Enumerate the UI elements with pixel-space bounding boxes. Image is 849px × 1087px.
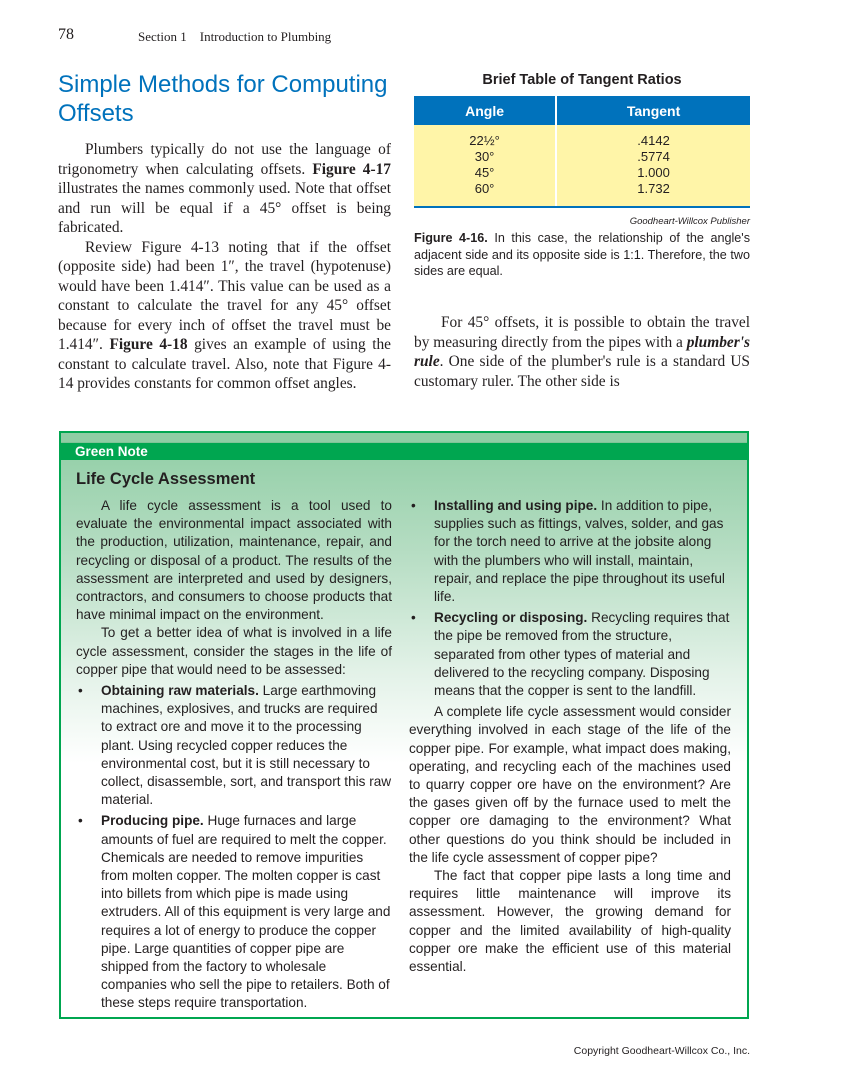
running-head: Section 1 Introduction to Plumbing	[138, 29, 332, 44]
list-item	[409, 497, 731, 606]
tangent-value: 1.732	[637, 181, 670, 196]
note-right-column	[409, 497, 731, 976]
body-paragraph-2	[58, 238, 391, 394]
list-item-term: Installing and using pipe.	[434, 498, 598, 513]
figure-reference: Figure 4-17	[312, 160, 392, 178]
caption-text: In this case, the relationship of the angle's adjacent side and its opposite side is 1:1. Therefore, the two sides are equal.	[414, 231, 750, 278]
body-text: . One side of the plumber's rule is a standard US customary ruler. The other side is	[414, 353, 750, 390]
list-item-text: Huge furnaces and large amounts of fuel are required to melt the copper. Chemicals are needed to remove impurities from molten copper. The molten copper is cast into billets from which pipe is made using extruders. All of this equipment is very large and requires a lot of energy to produce the copper pipe. Large quantities of copper pipe are shipped from the factory to wholesale companies who sell the pipe to retailers. Both of these steps require transportation.	[101, 813, 391, 1011]
list-item	[409, 609, 731, 700]
bullet-icon: •	[411, 498, 416, 513]
list-item-text: In addition to pipe, supplies such as fittings, valves, solder, and gas for the torch need to arrive at the jobsite along with the plumbers who will install, maintain, repair, and replace the pipe throughout its useful life.	[434, 498, 725, 605]
list-item-text: Large earthmoving machines, explosives, and trucks are required to extract ore and move it to the processing plant. Using recycled copper reduces the environmental cost, but it is still necessary to collect, disassemble, sort, and transport this raw material.	[101, 683, 392, 808]
right-column-body	[414, 313, 750, 391]
tangent-value: 1.000	[637, 165, 670, 180]
body-text: For 45° offsets, it is possible to obtain the travel by measuring directly from the pipes with a	[414, 314, 750, 351]
list-item-term: Recycling or disposing.	[434, 610, 588, 626]
section-title: Simple Methods for Computing Offsets	[58, 71, 388, 127]
note-left-column	[76, 497, 392, 1016]
column-header-tangent: Tangent	[556, 96, 750, 125]
page-number: 78	[58, 26, 74, 43]
stages-list-continued	[409, 497, 731, 700]
tangent-cell	[556, 125, 750, 207]
list-item	[76, 812, 392, 1012]
note-closing-2: The fact that copper pipe lasts a long time and requires little maintenance will improve its assessment. However, the growing demand for copper and the limited availability of high-quality copper ore make the efficient use of this material essential.	[409, 868, 731, 975]
bullet-icon: •	[78, 683, 83, 699]
body-text: gives an example of using the constant to calculate travel. Also, note that Figure 4-14 provides constants for common offset angles.	[58, 336, 391, 392]
note-title: Life Cycle Assessment	[76, 470, 256, 488]
figure-credit: Goodheart-Willcox Publisher	[629, 216, 750, 227]
bullet-icon: •	[78, 813, 83, 829]
note-intro-1: A life cycle assessment is a tool used to evaluate the environmental impact associated with the production, utilization, maintenance, repair, and recycling or disposal of a product. The results of the assessment are interpreted and used by designers, contractors, and consumers to choose products that have minimal impact on the environment.	[76, 498, 392, 623]
note-label: Green Note	[61, 443, 747, 460]
copyright-notice: Copyright Goodheart-Willcox Co., Inc.	[573, 1045, 750, 1057]
angle-value: 22½°	[469, 133, 500, 148]
body-paragraph-3	[414, 313, 750, 391]
key-term: plumber's rule	[414, 333, 750, 370]
angle-value: 60°	[474, 181, 495, 196]
tangent-value: .5774	[637, 149, 670, 164]
list-item	[76, 682, 392, 809]
angle-value: 45°	[474, 165, 495, 180]
tangent-value: .4142	[637, 133, 670, 148]
list-item-text: Recycling requires that the pipe be removed from the structure, separated from other types of material and delivered to the recycling company. Disposing means that the copper is sent to the landfill.	[434, 610, 730, 699]
tangent-table	[414, 96, 750, 208]
left-column	[58, 70, 391, 394]
column-header-angle: Angle	[414, 96, 556, 125]
list-item-term: Producing pipe.	[101, 813, 204, 829]
figure-4-16	[414, 72, 750, 280]
body-text: illustrates the names commonly used. Note that offset and run will be equal if a 45° offset is being fabricated.	[58, 180, 391, 236]
figure-caption	[414, 230, 750, 280]
note-closing-1: A complete life cycle assessment would consider everything involved in each stage of the life of the copper pipe. For example, what impact does making, operating, and recycling each of the machines used to quarry copper ore have on the environment? Are the gases given off by the furnace used to melt the copper ore damaging to the environment? What other questions do you think should be included in the life cycle assessment of copper pipe?	[409, 704, 731, 865]
angle-cell	[414, 125, 556, 207]
note-top-strip	[61, 433, 747, 443]
body-text: Plumbers typically do not use the language of trigonometry when calculating offsets.	[58, 141, 391, 178]
note-intro-2: To get a better idea of what is involved in a life cycle assessment, consider the stages in the life of copper pipe that would need to be assessed:	[76, 625, 392, 677]
stages-list	[76, 682, 392, 1013]
caption-label: Figure 4-16.	[414, 231, 488, 245]
figure-reference: Figure 4-18	[109, 336, 188, 353]
body-text: Review Figure 4-13 noting that if the offset (opposite side) had been 1″, the travel (hypotenuse) would have been 1.414″. This value can be used as a constant to calculate the travel for any 45° offset because for every inch of offset the travel must be 1.414″.	[58, 238, 391, 353]
bullet-icon: •	[411, 610, 416, 626]
green-note-box	[59, 431, 749, 1019]
list-item-term: Obtaining raw materials.	[101, 683, 259, 699]
angle-value: 30°	[474, 149, 495, 164]
table-title: Brief Table of Tangent Ratios	[482, 72, 682, 88]
body-paragraph-1	[58, 140, 391, 238]
